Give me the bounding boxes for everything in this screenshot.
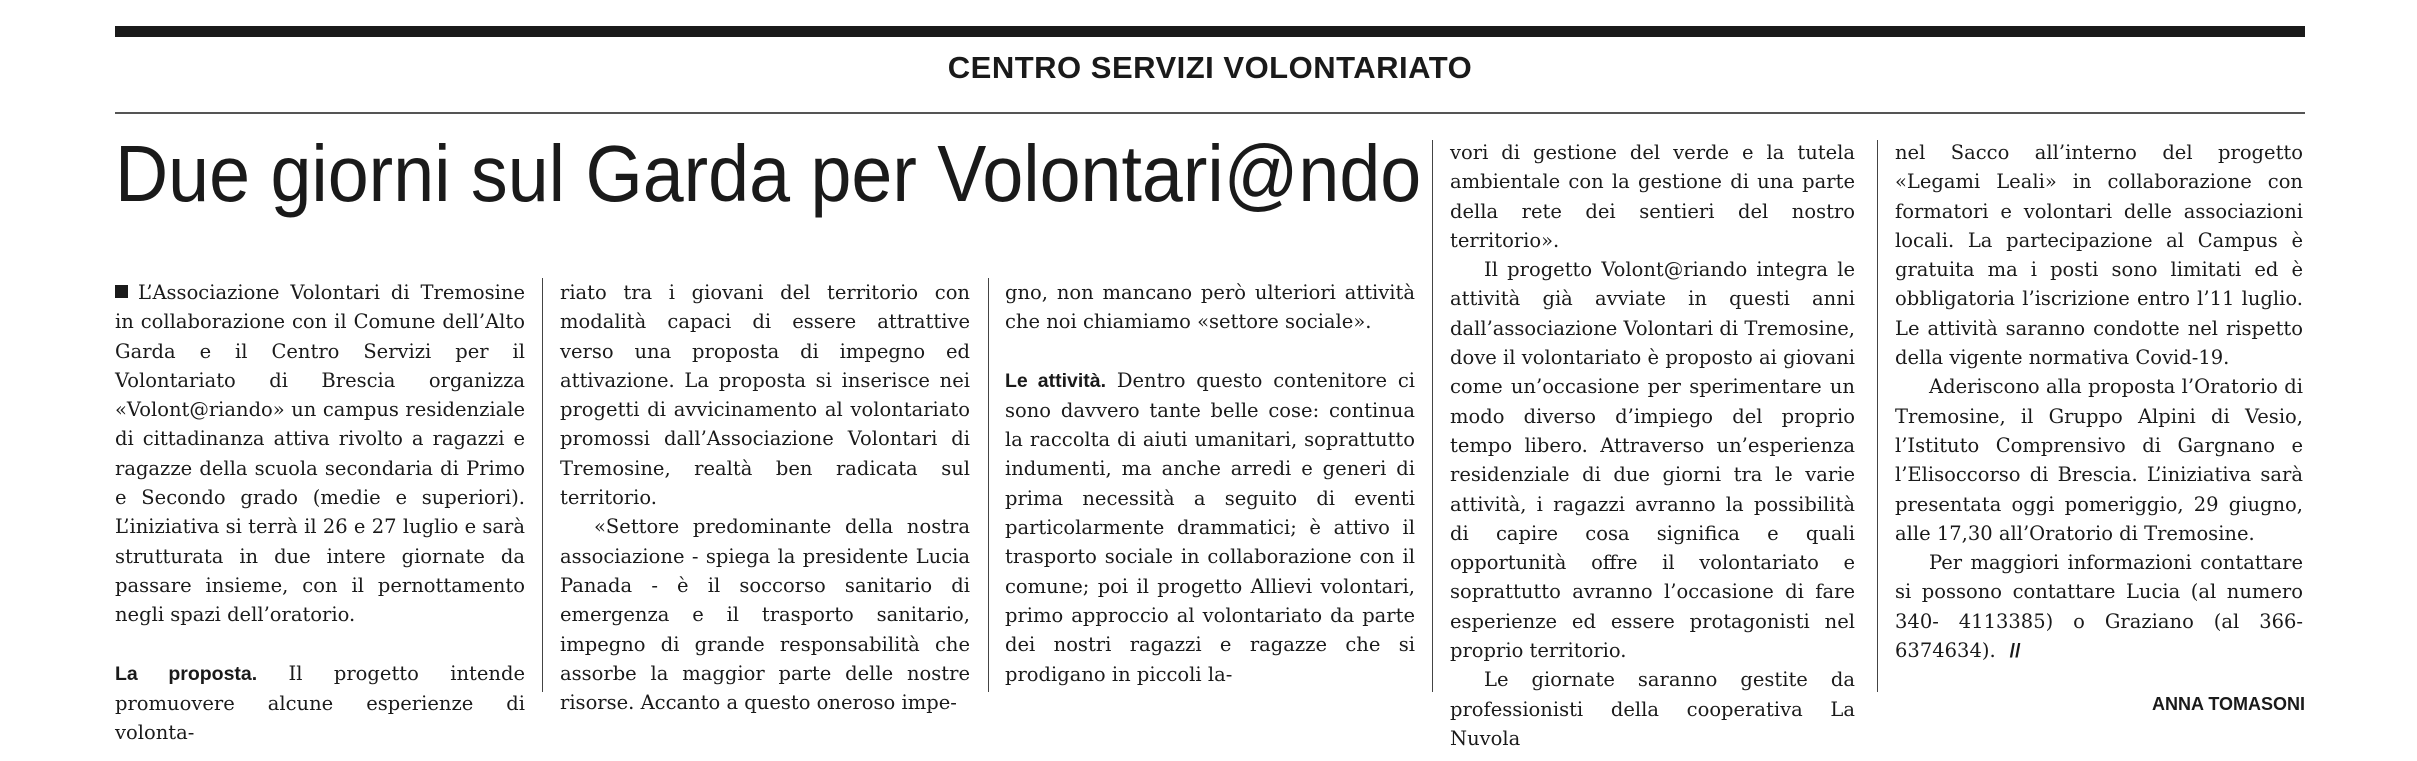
paragraph: gno, non mancano però ulteriori attività che noi chiamiamo «settore sociale». xyxy=(1005,281,1415,334)
subheading: Le attività. xyxy=(1005,369,1107,392)
header-divider xyxy=(115,112,2305,114)
paragraph xyxy=(115,659,525,748)
article-column-1 xyxy=(115,278,525,747)
paragraph: riato tra i giovani del territorio con modalità capaci di essere attrattive verso una proposta di impegno ed attivazione. La proposta si inserisce nei progetti di avvicinamento al volontariato promossi dall’Associazione Volontari di Tremosine, realtà ben radicata sul territorio. xyxy=(560,281,970,510)
column-divider xyxy=(1432,140,1433,692)
paragraph xyxy=(1005,366,1415,689)
paragraph: «Settore predominante della nostra associazione - spiega la presidente Lucia Panada - è il soccorso sanitario di emergenza e il trasporto sanitario, impegno di grande responsabilità che assorbe la maggior parte delle nostre risorse. Accanto a questo oneroso impe- xyxy=(560,515,970,715)
column-divider xyxy=(542,278,543,692)
article-column-4 xyxy=(1450,138,1855,753)
column-divider xyxy=(988,278,989,692)
headline: Due giorni sul Garda per Volontari@ndo xyxy=(115,129,1422,218)
paragraph: nel Sacco all’interno del progetto «Legami Leali» in collaborazione con formatori e volontari delle associazioni locali. La partecipazione al Campus è gratuita ma i posti sono limitati ed è obbligatoria l’iscrizione entro l’11 luglio. Le attività saranno condotte nel rispetto della vigente normativa Covid-19. xyxy=(1895,141,2303,370)
paragraph-text: Per maggiori informazioni contattare si possono contattare Lucia (al numero 340- 4113385) o Graziano (al 366- 6374634). xyxy=(1895,551,2303,663)
column-divider xyxy=(1877,140,1878,692)
article-column-2 xyxy=(560,278,970,717)
paragraph-text: Il progetto intende promuovere alcune esperienze di volonta- xyxy=(115,661,525,745)
paragraph: Il progetto Volont@riando integra le attività già avviate in questi anni dall’associazione Volontari di Tremosine, dove il volontariato è proposto ai giovani come un’occasione per sperimentare un modo diverso d’impiego del proprio tempo libero. Attraverso un’esperienza residenziale di due giorni tra le varie attività, i ragazzi avranno la possibilità di capire cosa significa e quali opportunità offre il volontariato e soprattutto avranno l’occasione di fare esperienze ed essere protagonisti nel proprio territorio. xyxy=(1450,258,1855,663)
paragraph xyxy=(115,278,525,630)
paragraph xyxy=(1895,548,2303,666)
article-column-3 xyxy=(1005,278,1415,689)
author-byline: ANNA TOMASONI xyxy=(2152,694,2305,714)
subheading: La proposta. xyxy=(115,662,258,685)
paragraph: vori di gestione del verde e la tutela ambientale con la gestione di una parte della rete dei sentieri del nostro territorio». xyxy=(1450,141,1855,252)
paragraph: Le giornate saranno gestite da professionisti della cooperativa La Nuvola xyxy=(1450,668,1855,750)
bullet-square-icon xyxy=(115,285,128,298)
end-mark: // xyxy=(2009,640,2021,663)
section-title: CENTRO SERVIZI VOLONTARIATO xyxy=(947,50,1473,85)
paragraph-text: L’Associazione Volontari di Tremosine in collaborazione con il Comune dell’Alto Garda e il Centro Servizi per il Volontariato di Brescia organizza «Volont@riando» un campus residenziale di cittadinanza attiva rivolto a ragazzi e ragazze della scuola secondaria di Primo e Secondo grado (medie e superiori). L’iniziativa si terrà il 26 e 27 luglio e sarà strutturata in due intere giornate da passare insieme, con il pernottamento negli spazi dell’oratorio. xyxy=(115,281,525,627)
article-column-5 xyxy=(1895,138,2303,666)
paragraph: Aderiscono alla proposta l’Oratorio di Tremosine, il Gruppo Alpini di Vesio, l’Istituto Comprensivo di Gargnano e l’Elisoccorso di Brescia. L’iniziativa sarà presentata oggi pomeriggio, 29 giugno, alle 17,30 all’Oratorio di Tremosine. xyxy=(1895,375,2303,545)
paragraph-text: Dentro questo contenitore ci sono davvero tante belle cose: continua la raccolta di aiuti umanitari, soprattutto indumenti, ma anche arredi e generi di prima necessità a seguito di eventi particolarmente drammatici; è attivo il trasporto sociale in collaborazione con il comune; poi il progetto Allievi volontari, primo approccio al volontariato da parte dei nostri ragazzi e ragazze che si prodigano in piccoli la- xyxy=(1005,368,1415,686)
top-rule xyxy=(115,26,2305,37)
